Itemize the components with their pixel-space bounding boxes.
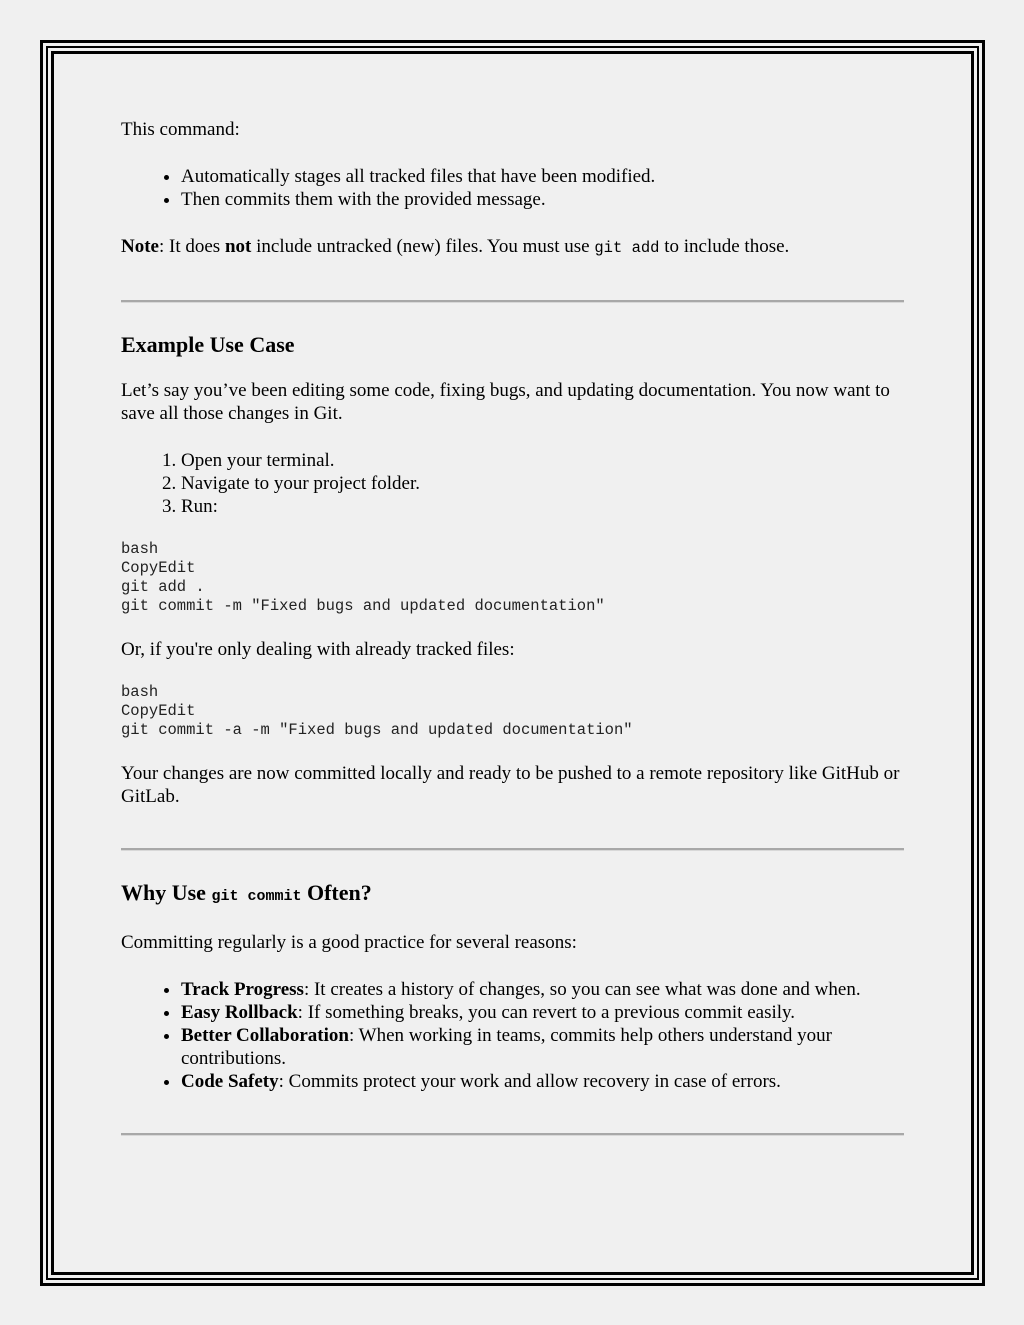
reasons-list bbox=[121, 978, 904, 1093]
list-item bbox=[181, 978, 904, 1001]
list-item: 2. Navigate to your project folder. bbox=[181, 472, 904, 495]
item-text: : Commits protect your work and allow recovery in case of errors. bbox=[278, 1071, 781, 1092]
item-label: Easy Rollback bbox=[181, 1002, 298, 1023]
code-block bbox=[121, 540, 904, 616]
list-item bbox=[181, 1024, 904, 1070]
list-item: 3. Run: bbox=[181, 495, 904, 518]
example-intro: Let’s say you’ve been editing some code, fixing bugs, and updating documentation. You now want to save all those changes in Git. bbox=[121, 380, 890, 424]
command-intro: This command: bbox=[121, 119, 240, 140]
code-block bbox=[121, 683, 904, 740]
code-line: git commit -a -m "Fixed bugs and updated documentation" bbox=[121, 721, 633, 739]
note-paragraph bbox=[121, 235, 904, 260]
why-intro: Committing regularly is a good practice for several reasons: bbox=[121, 932, 577, 953]
list-item: • Automatically stages all tracked files that have been modified. bbox=[181, 165, 904, 188]
why-heading bbox=[121, 880, 904, 910]
example-outro: Your changes are now committed locally and ready to be pushed to a remote repository like GitHub or GitLab. bbox=[121, 763, 900, 807]
code-lang: bash bbox=[121, 683, 159, 701]
inline-code: git add bbox=[594, 239, 660, 257]
section-divider bbox=[121, 1133, 904, 1136]
note-text: : It does bbox=[158, 236, 225, 257]
list-item bbox=[181, 1001, 904, 1024]
item-text: : When working in teams, commits help others understand your contributions. bbox=[181, 1025, 833, 1069]
note-emphasis: not bbox=[224, 236, 252, 257]
item-label: Track Progress bbox=[181, 979, 304, 1000]
code-line: git add . bbox=[121, 578, 205, 596]
heading-text: Why Use bbox=[121, 880, 212, 905]
copy-edit-label: CopyEdit bbox=[121, 702, 196, 720]
list-item: 1. Open your terminal. bbox=[181, 449, 904, 472]
heading-inline-code: git commit bbox=[211, 888, 302, 905]
copy-edit-label: CopyEdit bbox=[121, 559, 196, 577]
item-text: : If something breaks, you can revert to a previous commit easily. bbox=[297, 1002, 796, 1023]
command-bullet-list bbox=[121, 165, 904, 211]
steps-list bbox=[121, 449, 904, 518]
note-text: include untracked (new) files. You must use bbox=[251, 236, 595, 257]
code-line: git commit -m "Fixed bugs and updated documentation" bbox=[121, 597, 605, 615]
item-label: Code Safety bbox=[181, 1071, 279, 1092]
item-text: : It creates a history of changes, so you can see what was done and when. bbox=[303, 979, 861, 1000]
item-label: Better Collaboration bbox=[181, 1025, 349, 1046]
code-lang: bash bbox=[121, 540, 159, 558]
alt-intro: Or, if you're only dealing with already tracked files: bbox=[121, 639, 515, 660]
heading-text: Often? bbox=[301, 880, 372, 905]
example-heading: Example Use Case bbox=[121, 332, 295, 357]
note-label: Note bbox=[121, 236, 159, 257]
list-item: • Then commits them with the provided message. bbox=[181, 188, 904, 211]
note-text: to include those. bbox=[659, 236, 790, 257]
document-body bbox=[121, 118, 904, 1136]
list-item bbox=[181, 1070, 904, 1093]
